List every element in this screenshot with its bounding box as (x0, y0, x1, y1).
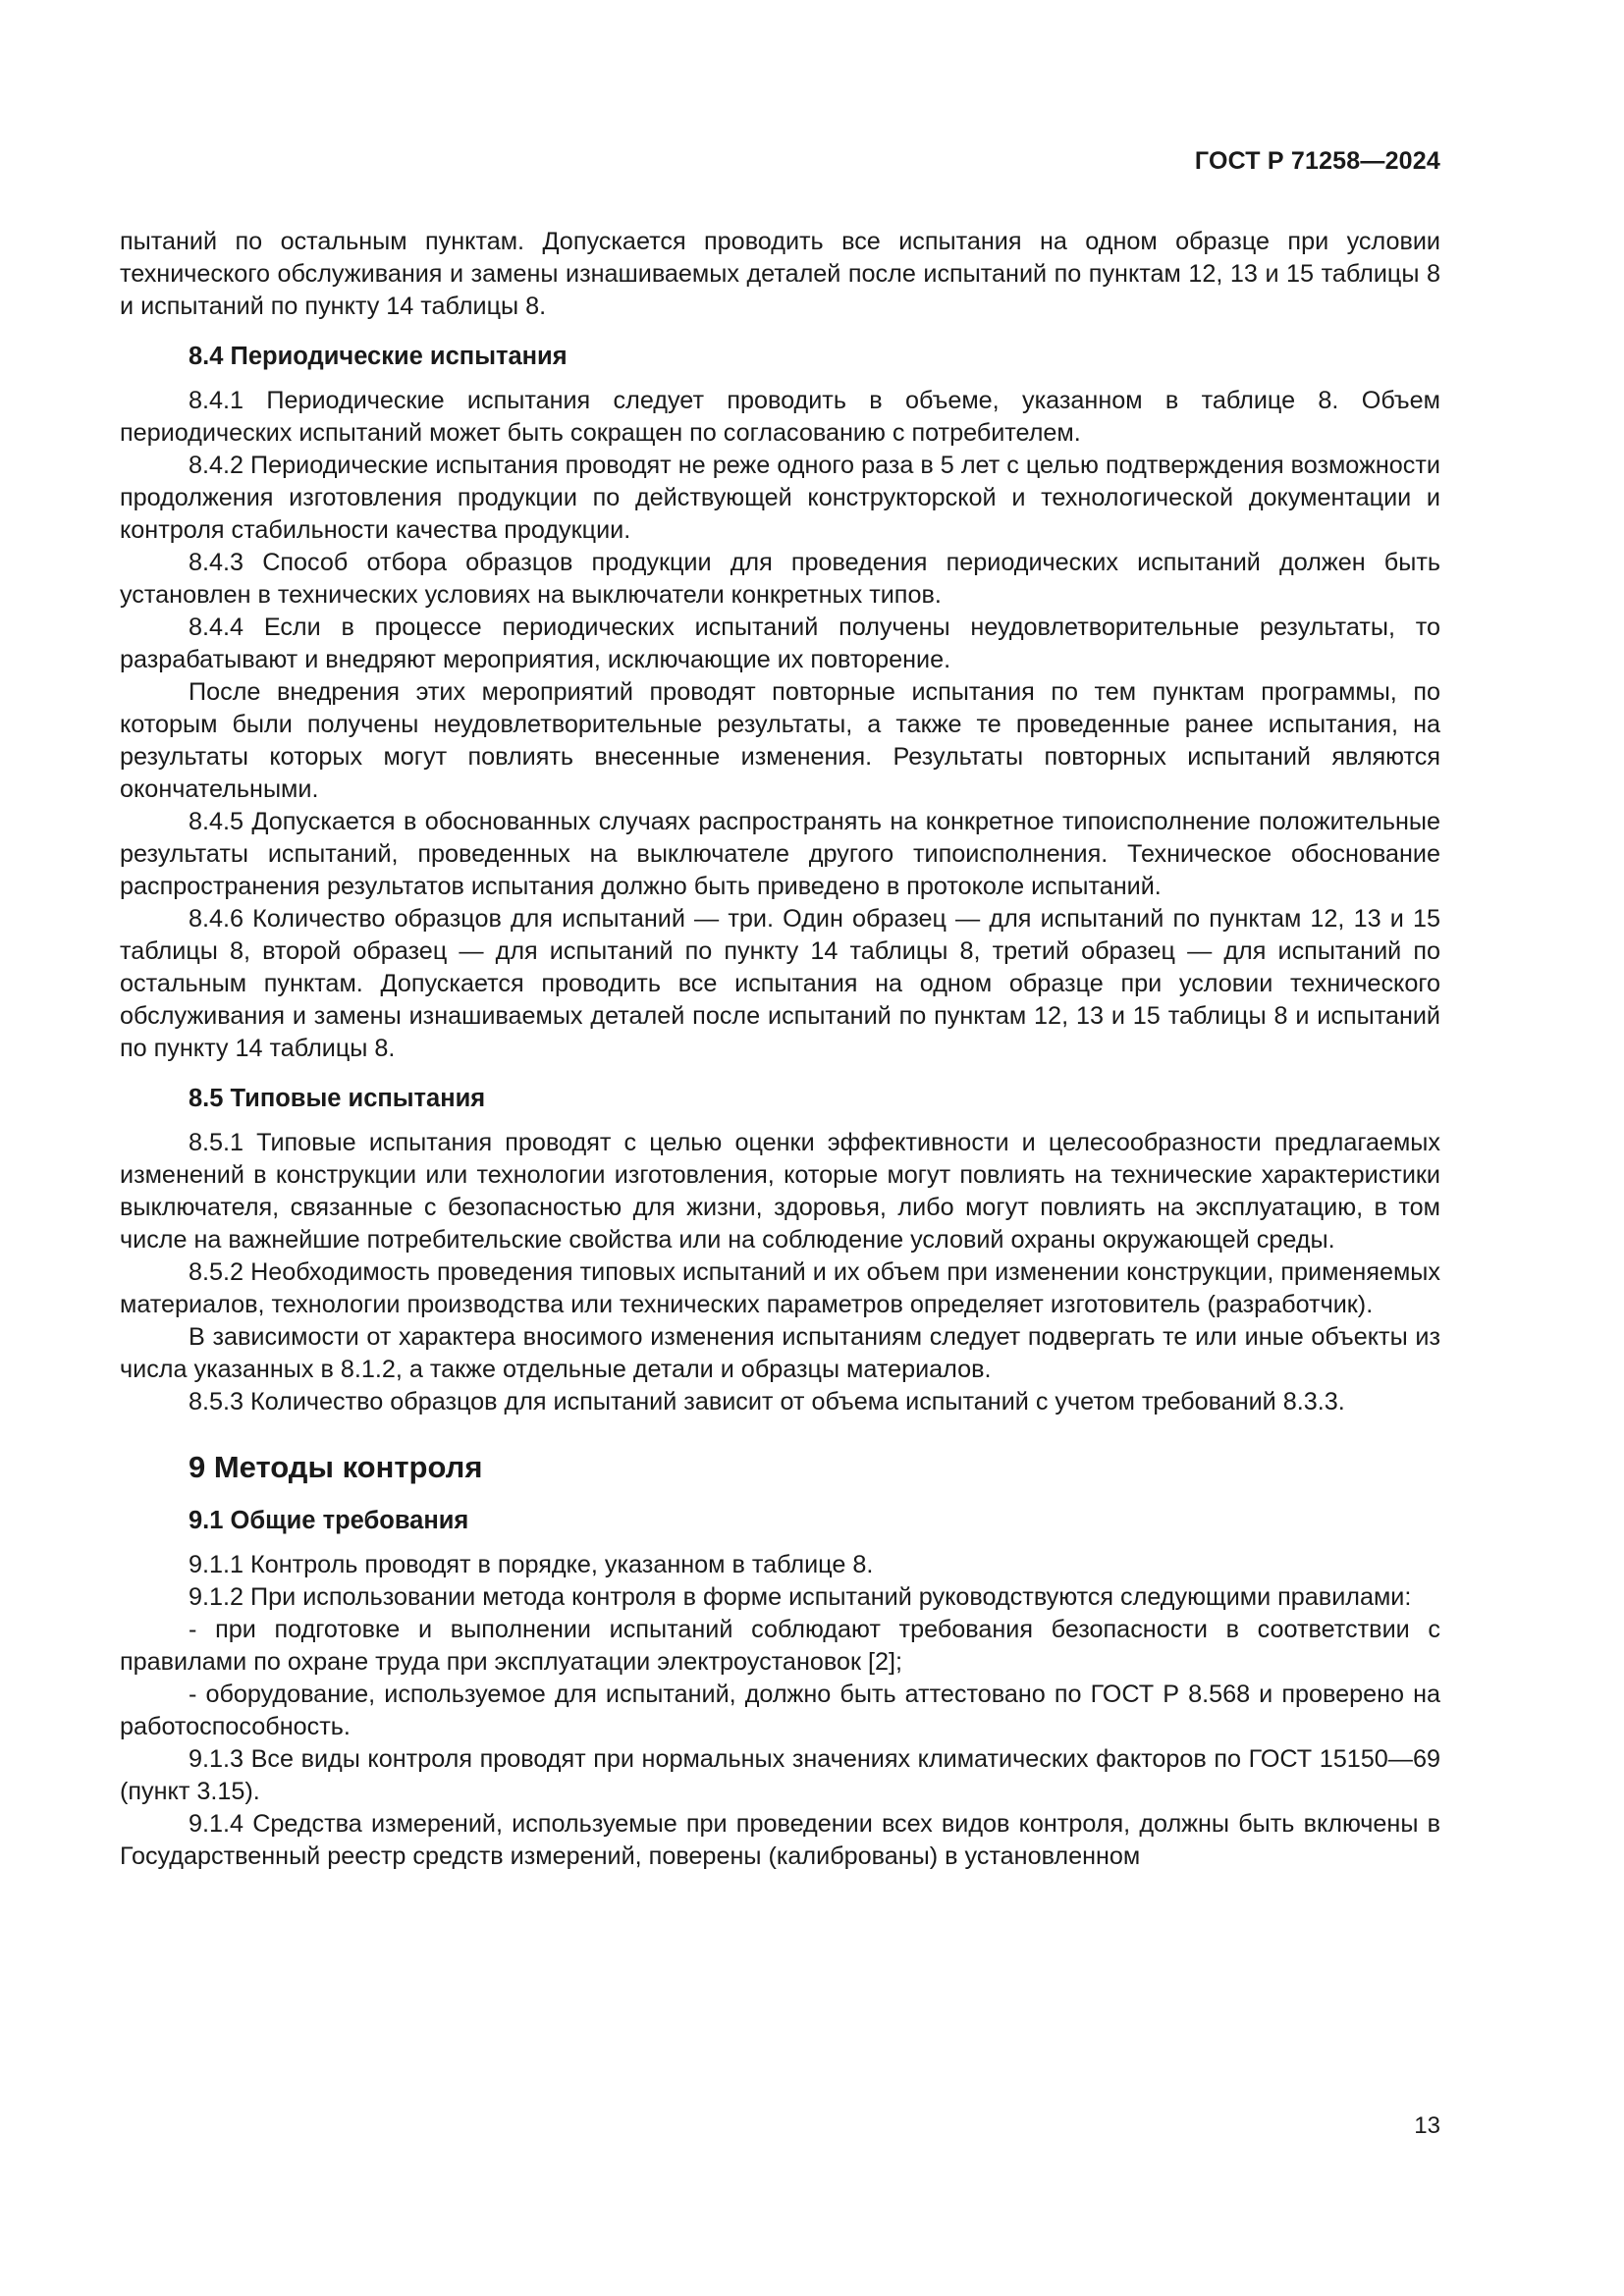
section-heading-8-5: 8.5 Типовые испытания (189, 1085, 486, 1112)
paragraph-9-1-4: 9.1.4 Средства измерений, используемые при проведении всех видов контроля, должны быть включены в Государственный реестр средств измерений, поверены (калиброваны) в установленном (120, 1810, 1440, 1870)
paragraph-8-5-1: 8.5.1 Типовые испытания проводят с целью оценки эффективности и целесообразности предлагаемых изменений в конструкции или технологии изготовления, которые могут повлиять на технические характеристики выключателя, связанные с безопасностью для жизни, здоровья, либо могут повлиять на эксплуатацию, в том числе на важнейшие потребительские свойства или на соблюдение условий охраны окружающей среды. (120, 1129, 1440, 1254)
paragraph-8-4-4: 8.4.4 Если в процессе периодических испытаний получены неудовлетворительные результаты, то разрабатывают и внедряют мероприятия, исключающие их повторение. (120, 614, 1440, 673)
document-header: ГОСТ Р 71258—2024 (1194, 147, 1440, 175)
document-body (120, 226, 1440, 1873)
paragraph-8-4-2: 8.4.2 Периодические испытания проводят не реже одного раза в 5 лет с целью подтверждения возможности продолжения изготовления продукции по действующей конструкторской и технологической документации и контроля стабильности качества продукции. (120, 452, 1440, 544)
list-item: - при подготовке и выполнении испытаний соблюдают требования безопасности в соответствии с правилами по охране труда при эксплуатации электроустановок [2]; (120, 1616, 1440, 1676)
page-number: 13 (1414, 2112, 1440, 2139)
section-heading-9-1: 9.1 Общие требования (189, 1507, 469, 1534)
section-heading-8-4: 8.4 Периодические испытания (189, 343, 568, 370)
paragraph-8-4-3: 8.4.3 Способ отбора образцов продукции для проведения периодических испытаний должен быть установлен в технических условиях на выключатели конкретных типов. (120, 549, 1440, 609)
list-item: - оборудование, используемое для испытаний, должно быть аттестовано по ГОСТ Р 8.568 и проверено на работоспособность. (120, 1681, 1440, 1740)
chapter-heading-9: 9 Методы контроля (189, 1450, 483, 1484)
paragraph-9-1-1: 9.1.1 Контроль проводят в порядке, указанном в таблице 8. (189, 1551, 874, 1578)
paragraph-9-1-2: 9.1.2 При использовании метода контроля в форме испытаний руководствуются следующими правилами: (189, 1583, 1412, 1611)
paragraph-8-4-6: 8.4.6 Количество образцов для испытаний — три. Один образец — для испытаний по пунктам 12, 13 и 15 таблицы 8, второй образец — для испытаний по пункту 14 таблицы 8, третий образец — для испытаний по остальным пунктам. Допускается проводить все испытания на одном образце при условии технического обслуживания и замены изнашиваемых деталей после испытаний по пунктам 12, 13 и 15 таблицы 8 и испытаний по пункту 14 таблицы 8. (120, 905, 1440, 1062)
paragraph-8-5-3: 8.5.3 Количество образцов для испытаний зависит от объема испытаний с учетом требований 8.3.3. (189, 1388, 1345, 1415)
paragraph-8-5-2-cont: В зависимости от характера вносимого изменения испытаниям следует подвергать те или иные объекты из числа указанных в 8.1.2, а также отдельные детали и образцы материалов. (120, 1323, 1440, 1383)
paragraph-8-5-2: 8.5.2 Необходимость проведения типовых испытаний и их объем при изменении конструкции, применяемых материалов, технологии производства или технических параметров определяет изготовитель (разработчик). (120, 1258, 1440, 1318)
paragraph-9-1-3: 9.1.3 Все виды контроля проводят при нормальных значениях климатических факторов по ГОСТ 15150—69 (пункт 3.15). (120, 1745, 1440, 1805)
paragraph-continuation: пытаний по остальным пунктам. Допускается проводить все испытания на одном образце при условии технического обслуживания и замены изнашиваемых деталей после испытаний по пунктам 12, 13 и 15 таблицы 8 и испытаний по пункту 14 таблицы 8. (120, 228, 1440, 320)
paragraph-8-4-1: 8.4.1 Периодические испытания следует проводить в объеме, указанном в таблице 8. Объем периодических испытаний может быть сокращен по согласованию с потребителем. (120, 387, 1440, 447)
paragraph-8-4-5: 8.4.5 Допускается в обоснованных случаях распространять на конкретное типоисполнение положительные результаты испытаний, проведенных на выключателе другого типоисполнения. Техническое обоснование распространения результатов испытания должно быть приведено в протоколе испытаний. (120, 808, 1440, 900)
paragraph-8-4-4-cont: После внедрения этих мероприятий проводят повторные испытания по тем пунктам программы, по которым были получены неудовлетворительные результаты, а также те проведенные ранее испытания, на результаты которых могут повлиять внесенные изменения. Результаты повторных испытаний являются окончательными. (120, 678, 1440, 803)
